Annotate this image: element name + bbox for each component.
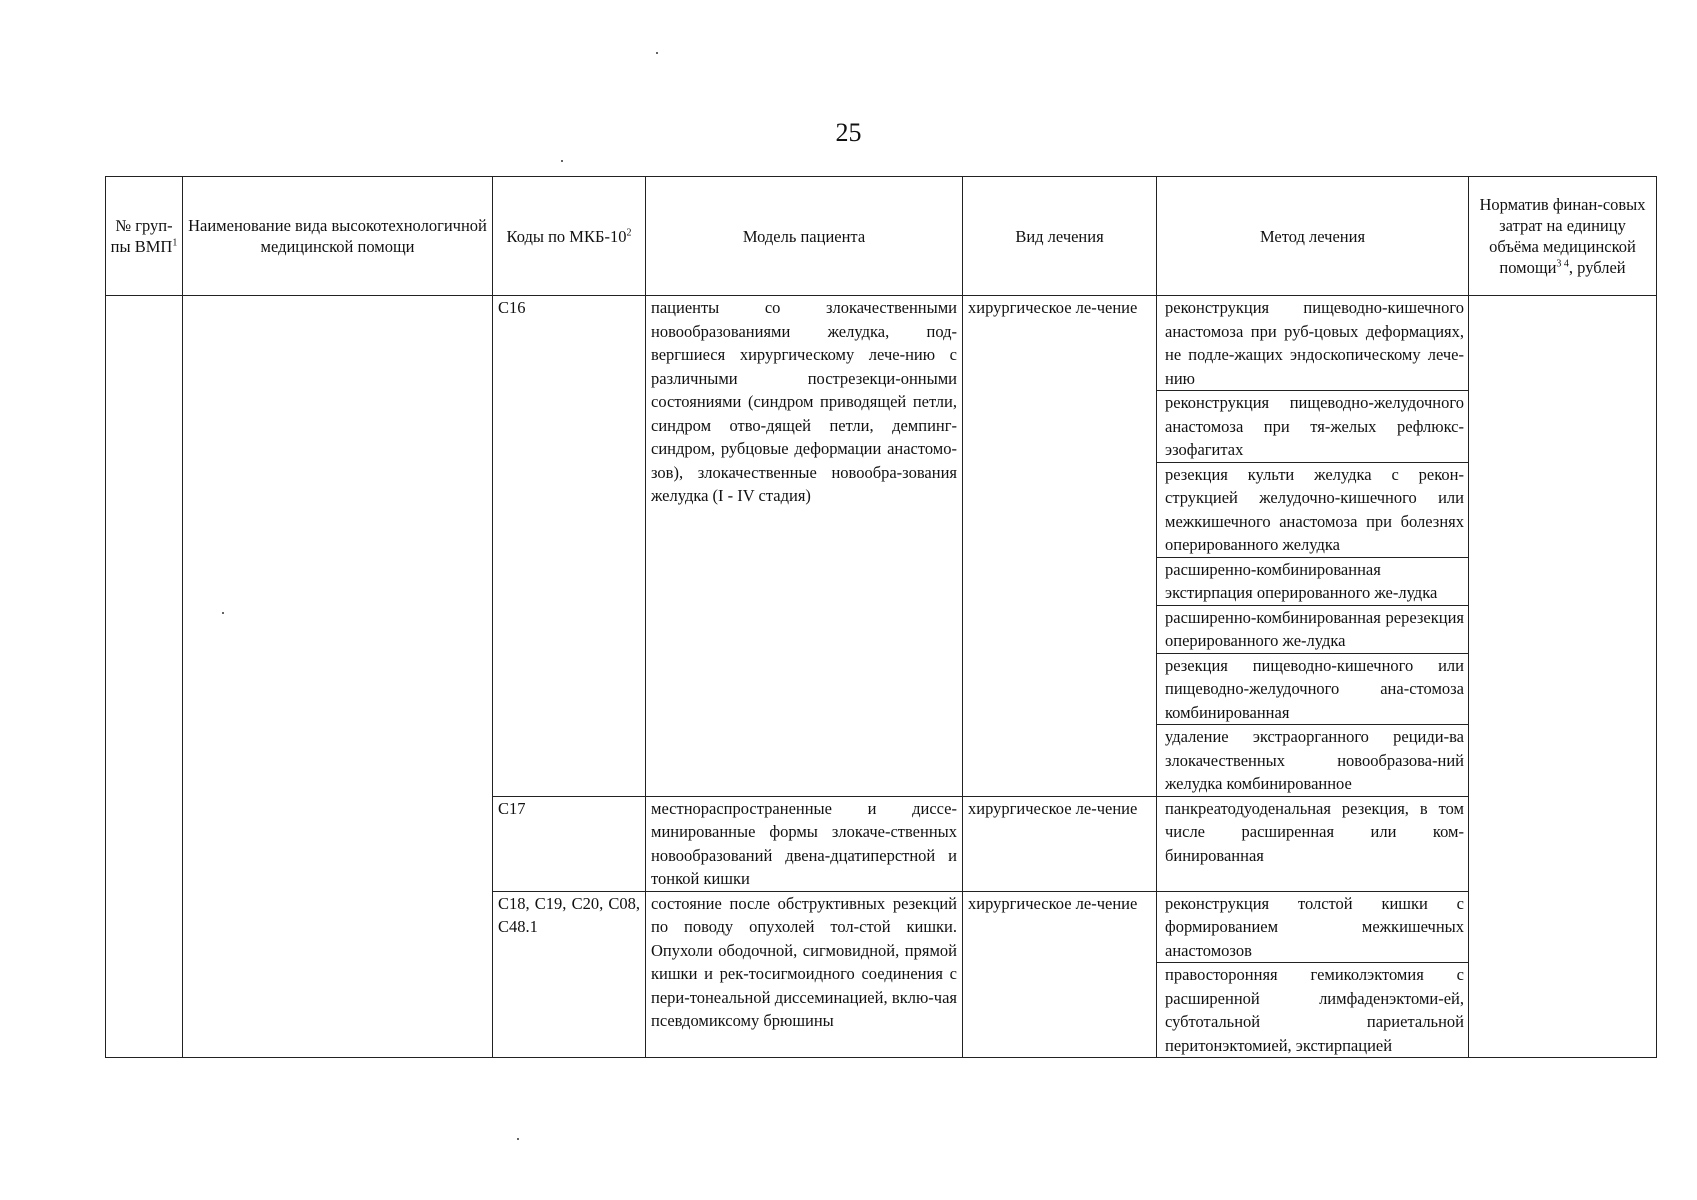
treatment-type-cell: хирургическое ле-чение bbox=[963, 796, 1157, 891]
care-name-cell bbox=[183, 296, 493, 1058]
header-cost-norm: Норматив финан-совых затрат на единицу объёма медицинской помощи$^{3 4}$, рублей bbox=[1469, 177, 1657, 296]
patient-model-cell: пациенты со злокачественными новообразованиями желудка, под-вергшиеся хирургическому лече-нию с различными пострезекци-онными состояниями (синдром приводящей петли, синдром отво-дящей петли, демпинг-синдром, рубцовые деформации анастомо-зов), злокачественные новообра-зования желудка (I - IV стадия) bbox=[646, 296, 963, 797]
header-care-name: Наименование вида высокотехнологичной медицинской помощи bbox=[183, 177, 493, 296]
method-item: реконструкция толстой кишки с формированием межкишечных анастомозов bbox=[1157, 892, 1468, 964]
method-item: удаление экстраорганного рециди-ва злокачественных новообразова-ний желудка комбинированное bbox=[1165, 727, 1464, 793]
table-row bbox=[106, 296, 1657, 797]
header-group-no: № груп-пы ВМП$^1$ bbox=[106, 177, 183, 296]
header-row bbox=[106, 177, 1657, 296]
treatment-methods-cell bbox=[1157, 891, 1469, 1058]
patient-model-cell: местнораспространенные и диссе-минированные формы злокаче-ственных новообразований двена-дцатиперстной и тонкой кишки bbox=[646, 796, 963, 891]
method-item: реконструкция пищеводно-желудочного анастомоза при тя-желых рефлюкс-эзофагитах bbox=[1157, 391, 1468, 463]
method-item: панкреатодуоденальная резекция, в том числе расширенная или ком-бинированная bbox=[1165, 798, 1464, 865]
page-number: 25 bbox=[835, 118, 862, 147]
treatment-type-cell: хирургическое ле-чение bbox=[963, 891, 1157, 1058]
method-item: расширенно-комбинированная экстирпация оперированного же-лудка bbox=[1157, 558, 1468, 606]
icd-codes-cell: C17 bbox=[493, 796, 646, 891]
scan-speck bbox=[561, 160, 563, 162]
medical-care-table bbox=[105, 176, 1657, 1058]
cost-norm-cell bbox=[1469, 296, 1657, 1058]
scan-speck bbox=[656, 52, 658, 54]
header-patient-model: Модель пациента bbox=[646, 177, 963, 296]
icd-codes-cell: C16 bbox=[493, 296, 646, 797]
header-treatment-method: Метод лечения bbox=[1157, 177, 1469, 296]
header-icd-codes: Коды по МКБ-$10^2$ bbox=[493, 177, 646, 296]
group-no-cell bbox=[106, 296, 183, 1058]
treatment-type-cell: хирургическое ле-чение bbox=[963, 296, 1157, 797]
method-item: реконструкция пищеводно-кишечного анастомоза при руб-цовых деформациях, не подле-жащих эндоскопическому лече-нию bbox=[1157, 296, 1468, 391]
icd-codes-cell: C18, C19, C20, C08, C48.1 bbox=[493, 891, 646, 1058]
patient-model-cell: состояние после обструктивных резекций по поводу опухолей тол-стой кишки. Опухоли ободочной, сигмовидной, прямой кишки и рек-тосигмоидного соединения с пери-тонеальной диссеминацией, вклю-чая псевдомиксому брюшины bbox=[646, 891, 963, 1058]
method-item: резекция пищеводно-кишечного или пищеводно-желудочного ана-стомоза комбинированная bbox=[1157, 654, 1468, 726]
header-treatment-type: Вид лечения bbox=[963, 177, 1157, 296]
method-item: резекция культи желудка с рекон-струкцией желудочно-кишечного или межкишечного анастомоза при болезнях оперированного желудка bbox=[1157, 463, 1468, 558]
treatment-methods-cell bbox=[1157, 796, 1469, 891]
scan-speck bbox=[517, 1138, 519, 1140]
method-item: расширенно-комбинированная ререзекция оперированного же-лудка bbox=[1157, 606, 1468, 654]
method-item: правосторонняя гемиколэктомия с расширенной лимфаденэктоми-ей, субтотальной париетальной перитонэктомией, экстирпацией bbox=[1165, 965, 1464, 1055]
treatment-methods-cell bbox=[1157, 296, 1469, 797]
